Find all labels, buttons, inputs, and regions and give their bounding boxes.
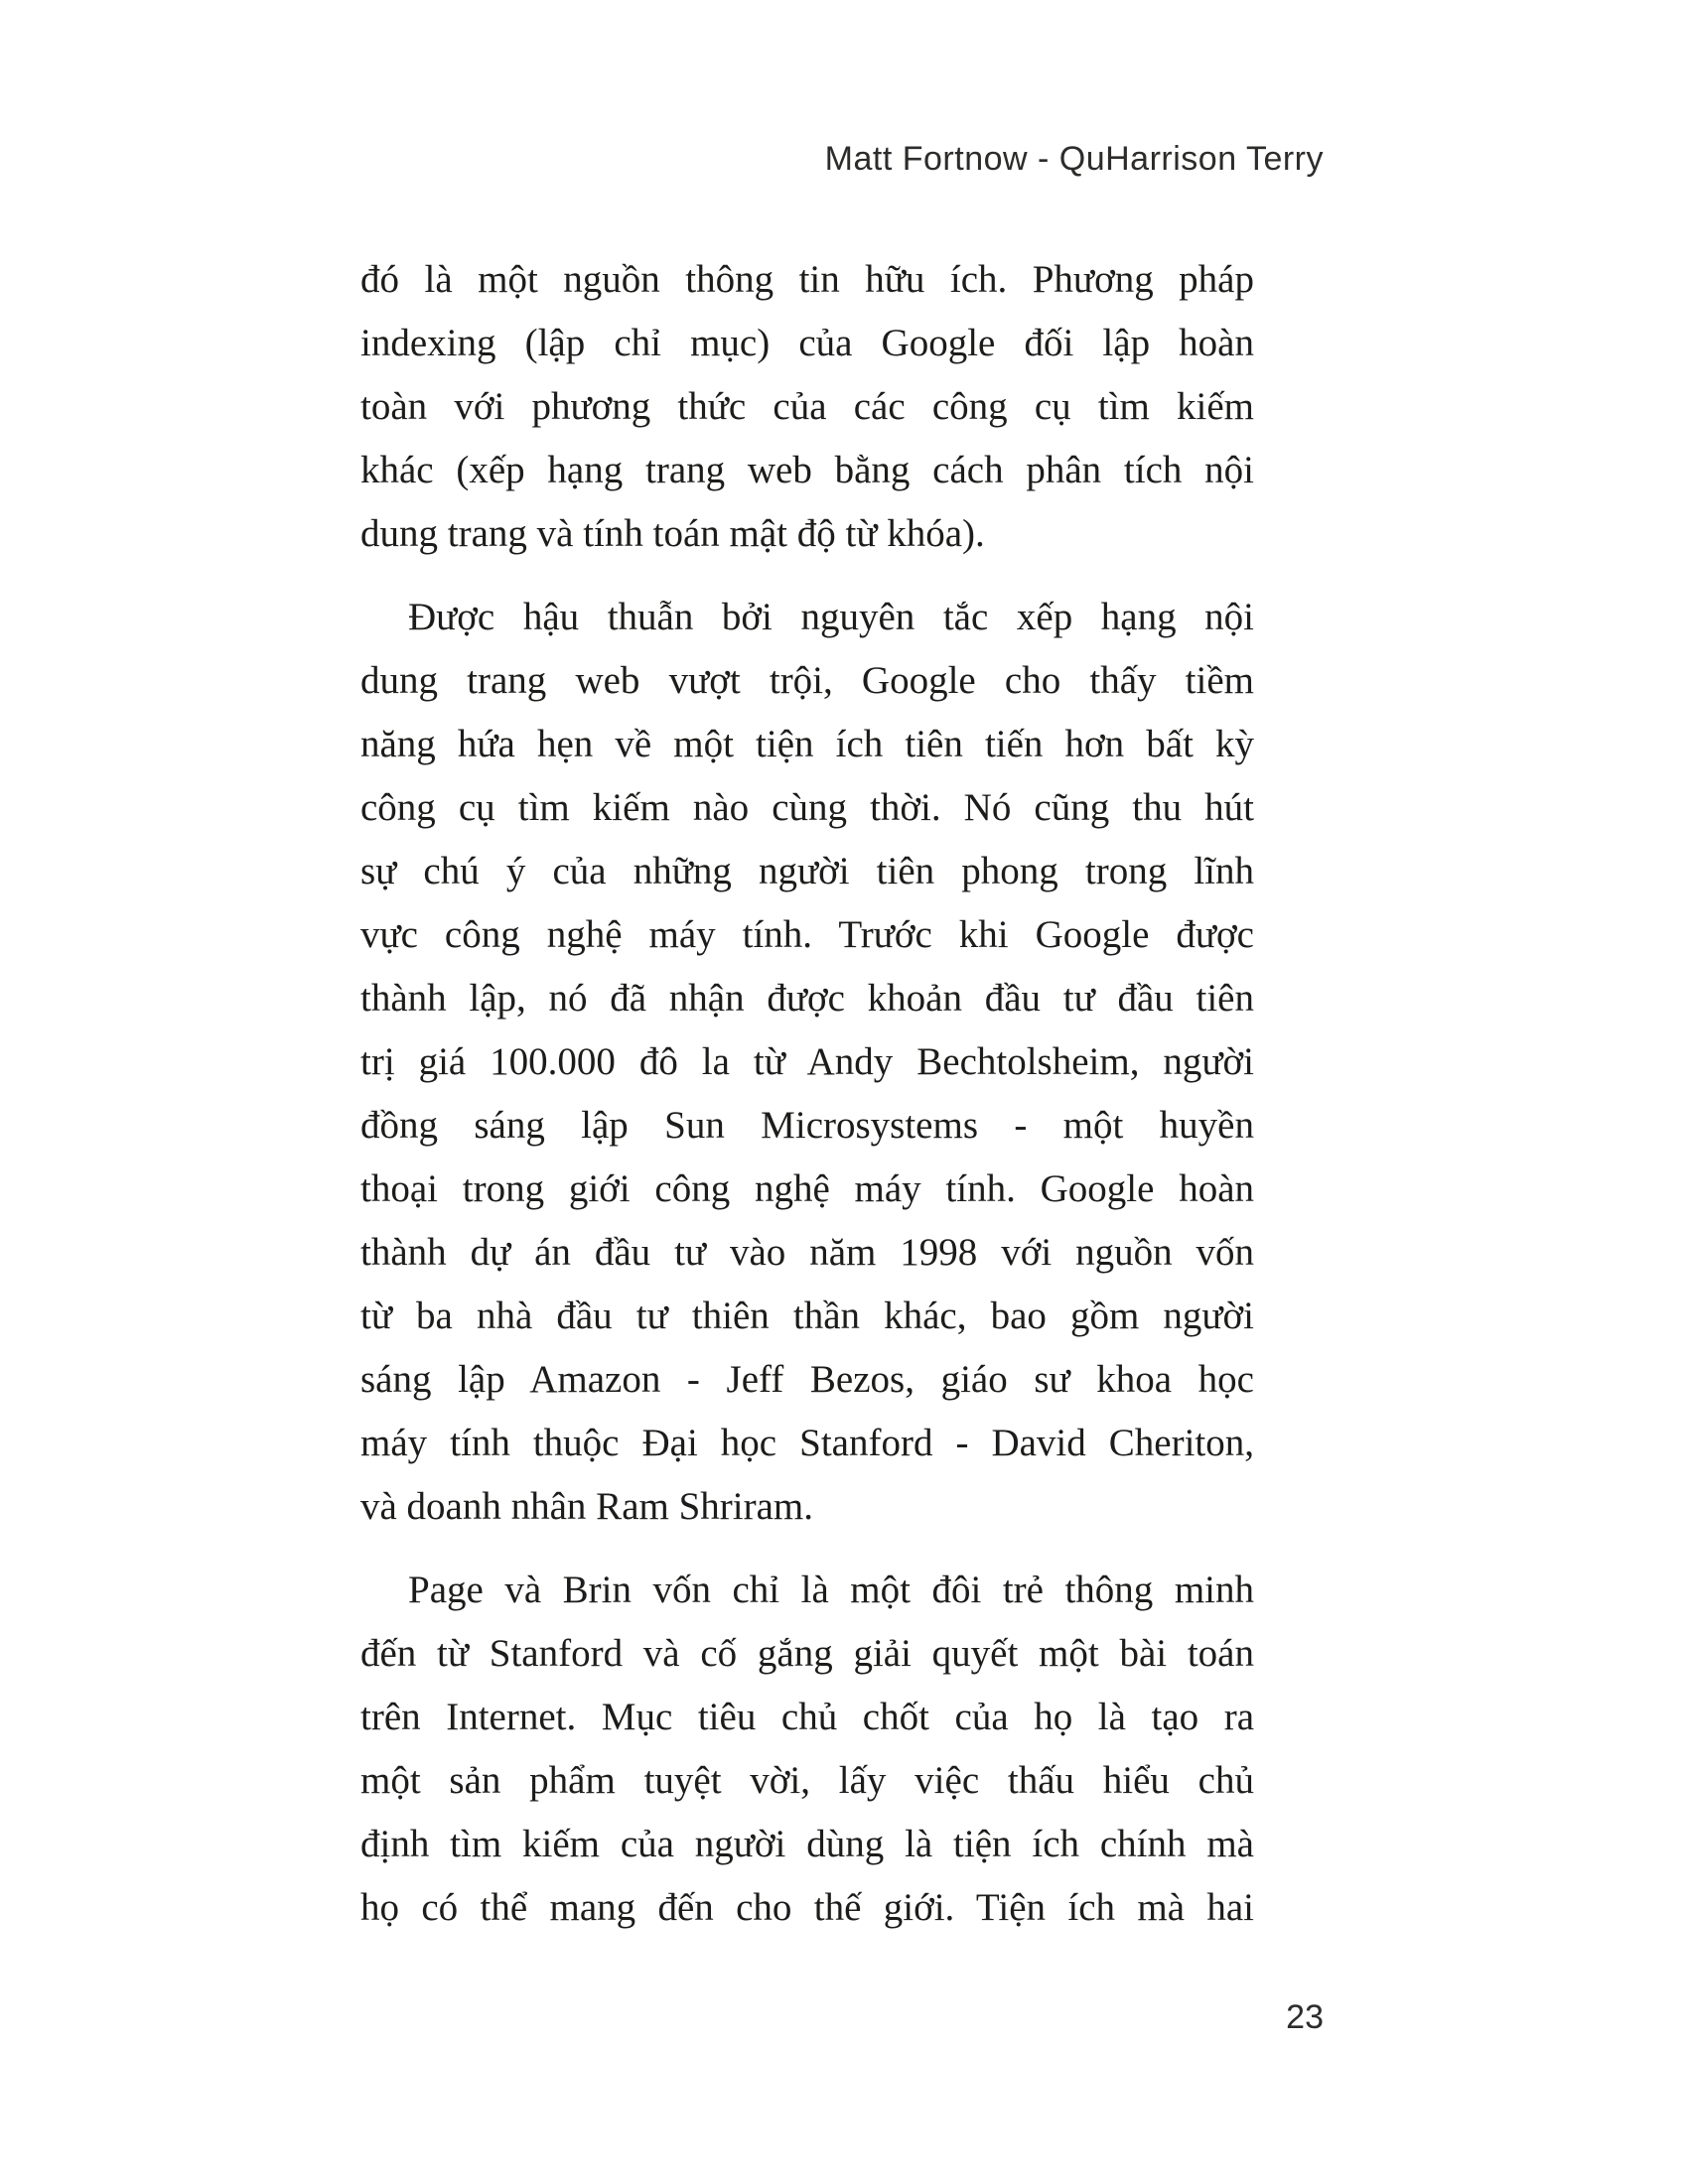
text-line: dung trang và tính toán mật độ từ khóa). bbox=[360, 512, 985, 555]
page-number: 23 bbox=[1286, 1998, 1324, 2036]
text-line: từ ba nhà đầu tư thiên thần khác, bao gồm người bbox=[360, 1295, 1254, 1337]
text-line: vực công nghệ máy tính. Trước khi Google được bbox=[360, 913, 1254, 956]
paragraph bbox=[360, 248, 1254, 566]
text-line: Page và Brin vốn chỉ là một đôi trẻ thông minh bbox=[408, 1569, 1254, 1611]
text-line: dung trang web vượt trội, Google cho thấy tiềm bbox=[360, 659, 1254, 702]
page-body-text bbox=[360, 248, 1254, 1940]
text-line: thành lập, nó đã nhận được khoản đầu tư đầu tiên bbox=[360, 977, 1254, 1020]
paragraph bbox=[360, 1559, 1254, 1940]
text-line: đó là một nguồn thông tin hữu ích. Phương pháp bbox=[360, 258, 1254, 301]
text-line: công cụ tìm kiếm nào cùng thời. Nó cũng thu hút bbox=[360, 786, 1254, 829]
text-line: đến từ Stanford và cố gắng giải quyết một bài toán bbox=[360, 1632, 1254, 1675]
text-line: trị giá 100.000 đô la từ Andy Bechtolsheim, người bbox=[360, 1040, 1254, 1083]
text-line: trên Internet. Mục tiêu chủ chốt của họ là tạo ra bbox=[360, 1696, 1254, 1738]
text-line: toàn với phương thức của các công cụ tìm kiếm bbox=[360, 385, 1254, 428]
text-line: thành dự án đầu tư vào năm 1998 với nguồn vốn bbox=[360, 1231, 1254, 1274]
text-line: năng hứa hẹn về một tiện ích tiên tiến hơn bất kỳ bbox=[360, 723, 1254, 765]
text-line: khác (xếp hạng trang web bằng cách phân tích nội bbox=[360, 449, 1254, 491]
text-line: đồng sáng lập Sun Microsystems - một huyền bbox=[360, 1104, 1254, 1147]
text-line: họ có thể mang đến cho thế giới. Tiện ích mà hai bbox=[360, 1886, 1254, 1929]
text-line: máy tính thuộc Đại học Stanford - David Cheriton, bbox=[360, 1422, 1254, 1464]
text-line: indexing (lập chỉ mục) của Google đối lập hoàn bbox=[360, 322, 1254, 364]
text-line: sự chú ý của những người tiên phong trong lĩnh bbox=[360, 850, 1254, 892]
running-header-authors: Matt Fortnow - QuHarrison Terry bbox=[824, 140, 1324, 178]
text-line: Được hậu thuẫn bởi nguyên tắc xếp hạng nội bbox=[408, 596, 1254, 638]
text-line: định tìm kiếm của người dùng là tiện ích chính mà bbox=[360, 1823, 1254, 1865]
text-line: và doanh nhân Ram Shriram. bbox=[360, 1485, 813, 1528]
text-line: sáng lập Amazon - Jeff Bezos, giáo sư khoa học bbox=[360, 1358, 1254, 1401]
text-line: một sản phẩm tuyệt vời, lấy việc thấu hiểu chủ bbox=[360, 1759, 1254, 1802]
text-line: thoại trong giới công nghệ máy tính. Google hoàn bbox=[360, 1167, 1254, 1210]
paragraph bbox=[360, 586, 1254, 1539]
